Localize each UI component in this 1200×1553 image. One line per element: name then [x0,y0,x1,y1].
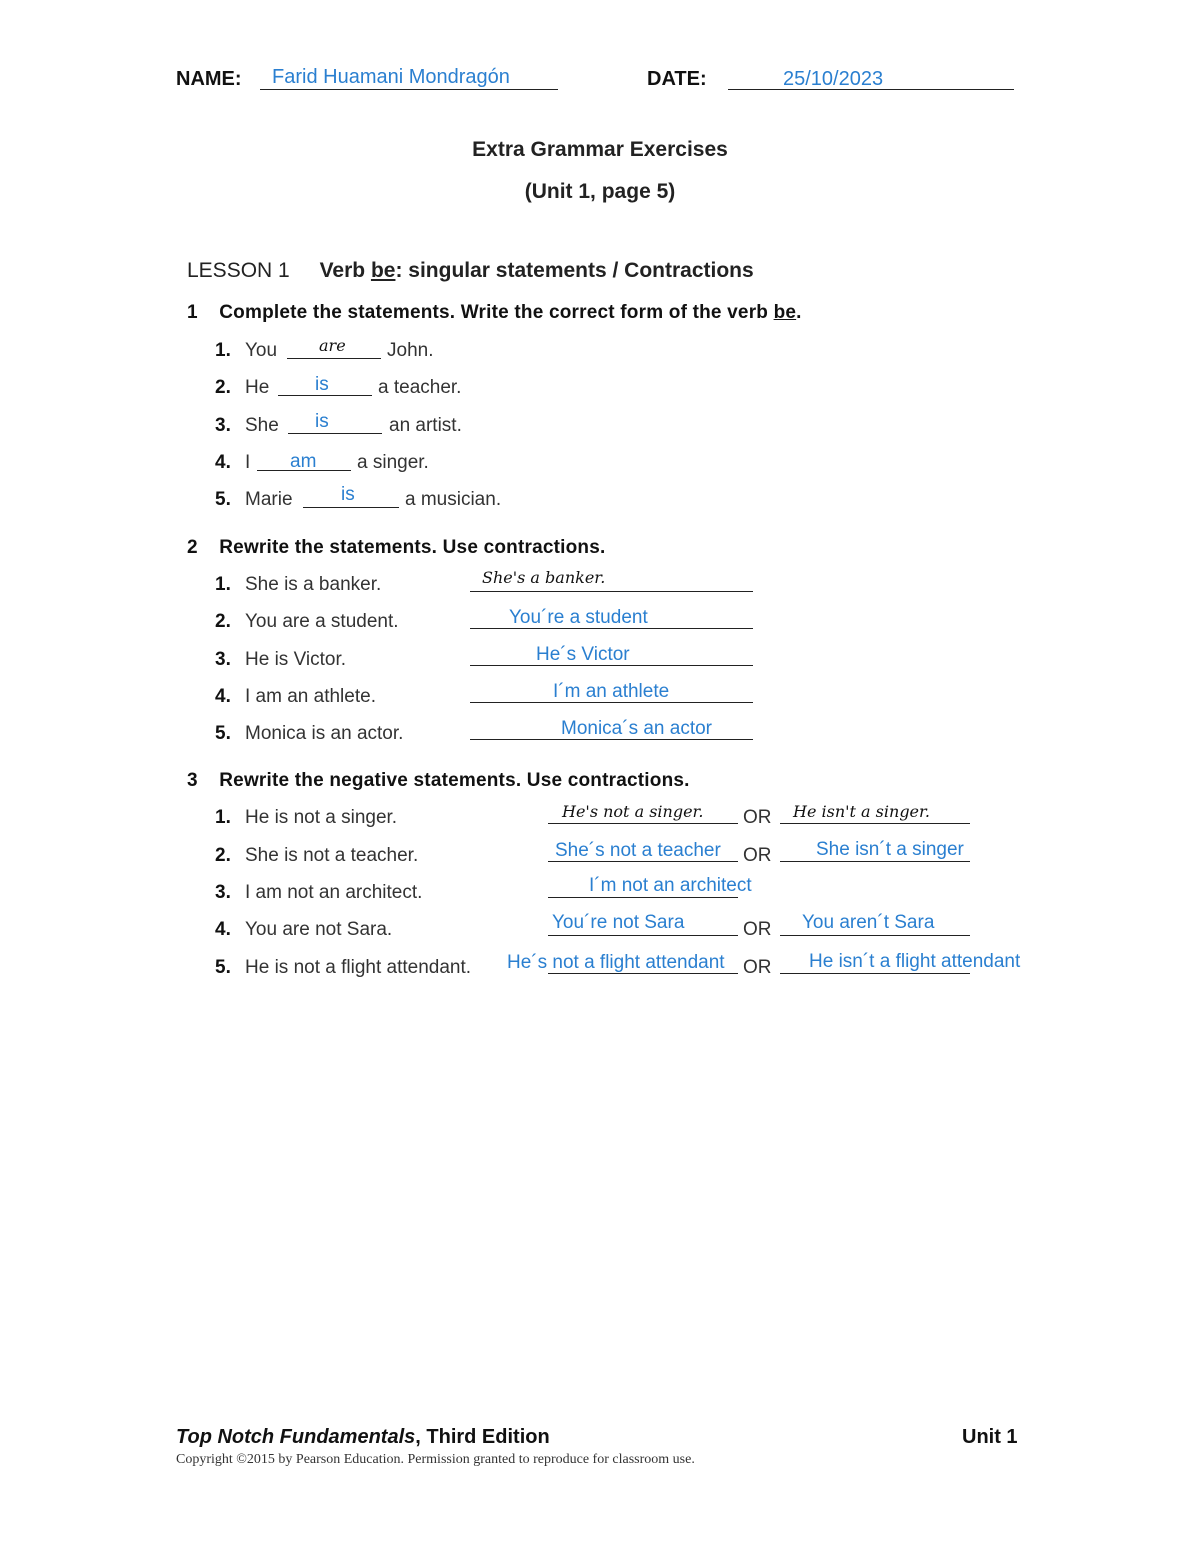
ex2-answer[interactable]: She's a banker. [482,568,606,587]
ex1-item-post: a teacher. [378,377,462,398]
ex1-item-post: John. [387,340,434,361]
ex3-answer1[interactable]: You´re not Sara [552,912,685,933]
ex3-item-number: 2. [215,845,231,866]
lesson-topic-post: : singular statements / Contractions [395,259,754,282]
ex3-answer2-line [780,973,970,974]
ex1-answer[interactable]: am [290,451,317,472]
exercise-3-number: 3 [187,770,198,791]
ex1-item-post: a musician. [405,489,502,510]
or-label: OR [743,919,772,940]
ex3-answer2-line [780,935,970,936]
ex1-item-number: 5. [215,489,231,510]
ex1-blank [288,433,382,434]
ex1-answer[interactable]: is [315,411,329,432]
ex2-answer[interactable]: You´re a student [509,607,648,628]
ex3-item-number: 3. [215,882,231,903]
ex1-item-pre: He [245,377,270,398]
name-value[interactable]: Farid Huamani Mondragón [272,66,510,88]
ex3-item-number: 1. [215,807,231,828]
exercise-1-instr-be: be [773,302,797,323]
ex1-answer[interactable]: is [315,374,329,395]
or-label: OR [743,957,772,978]
ex1-blank [287,358,381,359]
or-label: OR [743,807,772,828]
ex3-answer2[interactable]: He isn´t a flight attendant [809,951,1021,972]
ex2-item-text: Monica is an actor. [245,723,404,744]
lesson-topic-pre: Verb [319,259,371,282]
exercise-2-instructions [187,537,605,559]
ex3-answer1[interactable]: I´m not an architect [589,875,752,896]
worksheet-subtitle: (Unit 1, page 5) [524,180,676,203]
ex1-item-pre: You [245,340,278,361]
exercise-1-instr-period: . [796,302,802,323]
ex1-item-number: 3. [215,415,231,436]
ex3-answer2[interactable]: She isn´t a singer [816,839,964,860]
ex3-answer1[interactable]: She´s not a teacher [555,840,721,861]
footer-book-title: Top Notch Fundamentals [176,1426,416,1448]
ex2-item-number: 3. [215,649,231,670]
ex2-item-text: He is Victor. [245,649,347,670]
exercise-3-instructions [187,770,690,792]
ex3-item-number: 5. [215,957,231,978]
ex3-item-text: I am not an architect. [245,882,423,903]
ex3-answer1[interactable]: He's not a singer. [562,802,704,821]
ex3-item-text: He is not a flight attendant. [245,957,472,978]
ex2-answer[interactable]: He´s Victor [536,644,630,665]
date-value[interactable]: 25/10/2023 [783,68,884,90]
footer-copyright: Copyright ©2015 by Pearson Education. Permission granted to reproduce for classroom use. [176,1452,695,1467]
ex1-item-pre: I [245,452,251,473]
ex1-item-post: a singer. [357,452,429,473]
ex1-item-number: 1. [215,340,231,361]
ex2-item-number: 5. [215,723,231,744]
ex3-item-number: 4. [215,919,231,940]
footer-unit: Unit 1 [962,1426,1018,1448]
ex1-item-pre: She [245,415,279,436]
ex3-answer1-line [548,823,738,824]
exercise-1-instr-text: Complete the statements. Write the correct form of the verb [219,302,774,323]
ex3-answer1-line [548,935,738,936]
exercise-2-number: 2 [187,537,198,558]
ex3-answer2[interactable]: You aren´t Sara [802,912,935,933]
ex3-answer2-line [780,823,970,824]
ex1-answer[interactable]: are [319,336,346,355]
ex3-answer1-line [548,897,738,898]
exercise-3-instr-text: Rewrite the negative statements. Use contractions. [219,770,690,791]
name-label: NAME: [176,68,242,90]
lesson-heading [187,259,754,283]
ex2-item-text: You are a student. [245,611,399,632]
ex2-item-text: I am an athlete. [245,686,376,707]
worksheet-title: Extra Grammar Exercises [472,138,728,161]
ex1-item-post: an artist. [389,415,462,436]
ex2-item-number: 1. [215,574,231,595]
ex2-answer-line [470,591,753,592]
ex1-blank [303,507,399,508]
footer-edition: , Third Edition [415,1426,550,1448]
ex3-item-text: He is not a singer. [245,807,398,828]
ex2-item-number: 2. [215,611,231,632]
ex1-answer[interactable]: is [341,484,355,505]
ex3-item-text: You are not Sara. [245,919,393,940]
lesson-label: LESSON 1 [187,259,290,282]
exercise-1-instructions [187,302,802,324]
ex3-item-text: She is not a teacher. [245,845,419,866]
ex1-item-pre: Marie [245,489,293,510]
ex2-answer[interactable]: I´m an athlete [553,681,670,702]
ex2-item-text: She is a banker. [245,574,382,595]
ex2-answer[interactable]: Monica´s an actor [561,718,713,739]
date-label: DATE: [647,68,707,90]
ex3-answer2[interactable]: He isn't a singer. [793,802,930,821]
lesson-topic-be: be [370,259,396,282]
ex3-answer1[interactable]: He´s not a flight attendant [507,952,725,973]
ex2-item-number: 4. [215,686,231,707]
footer-book [176,1426,550,1449]
ex1-item-number: 4. [215,452,231,473]
exercise-1-number: 1 [187,302,198,323]
name-line [260,89,558,90]
ex1-item-number: 2. [215,377,231,398]
ex3-answer2-line [780,861,970,862]
exercise-2-instr-text: Rewrite the statements. Use contractions. [219,537,606,558]
or-label: OR [743,845,772,866]
